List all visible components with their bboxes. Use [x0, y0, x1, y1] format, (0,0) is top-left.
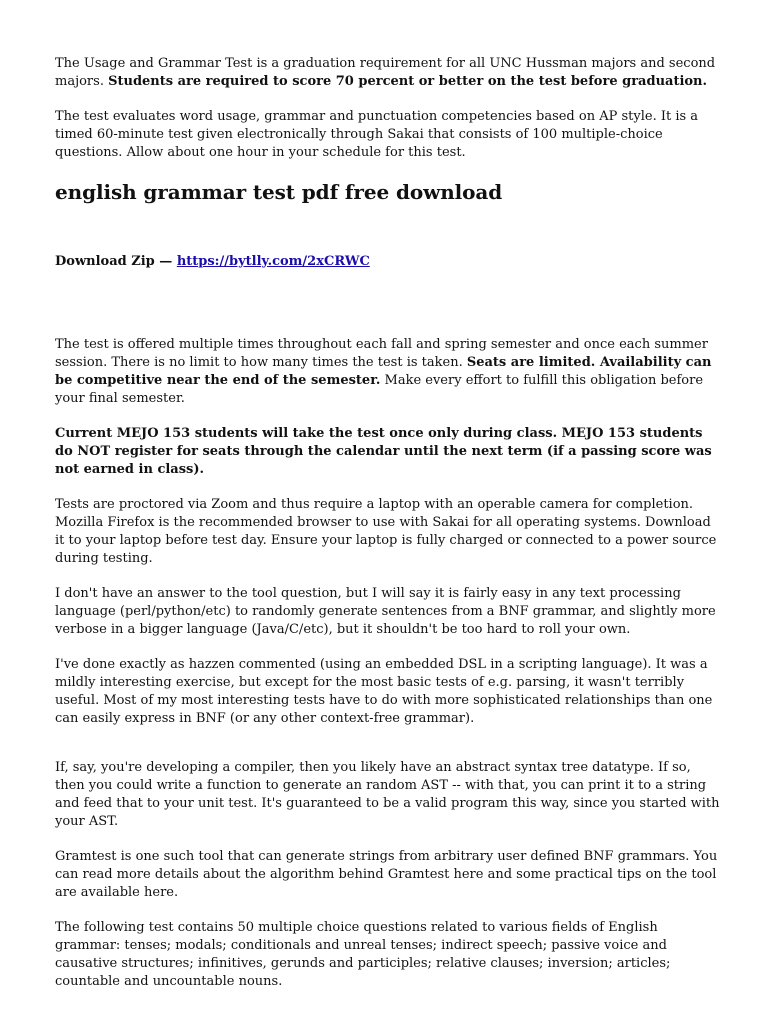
body-paragraph-4 — [55, 425, 720, 479]
page-title: english grammar test pdf free download — [55, 180, 503, 204]
download-label: Download Zip — — [55, 254, 177, 269]
p3-plain-1: The test is offered multiple times throughout each fall and spring semester and once each summer session. There is no limit to how many times the test is taken. — [55, 337, 708, 370]
intro-bold-text: Students are required to score 70 percent or better on the test before graduation. — [108, 74, 708, 89]
body-paragraph-9: Gramtest is one such tool that can generate strings from arbitrary user defined BNF grammars. You can read more details about the algorithm behind Gramtest here and some practical tips on the tool are available here. — [55, 849, 718, 900]
p3-plain-2: Make every effort to fulfill this obligation before your final semester. — [55, 373, 704, 406]
body-paragraph-6: I don't have an answer to the tool question, but I will say it is fairly easy in any text processing language (perl/python/etc) to randomly generate sentences from a BNF grammar, and slightly more verbose in a bigger language (Java/C/etc), but it shouldn't be too hard to roll your own. — [55, 586, 716, 637]
download-link[interactable]: https://bytlly.com/2xCRWC — [176, 254, 370, 269]
body-paragraph-7: I've done exactly as hazzen commented (using an embedded DSL in a scripting language). It was a mildly interesting exercise, but except for the most basic tests of e.g. parsing, it wasn't terribly useful. Most of my most interesting tests have to do with more sophisticated relationships than one can easily express in BNF (or any other context-free grammar). — [55, 657, 713, 726]
download-line — [55, 253, 720, 271]
intro-plain-text: The Usage and Grammar Test is a graduation requirement for all UNC Hussman majors and second majors. — [55, 56, 716, 89]
p3-bold: Seats are limited. Availability can be competitive near the end of the semester. — [55, 355, 712, 388]
body-paragraph-8: If, say, you're developing a compiler, then you likely have an abstract syntax tree datatype. If so, then you could write a function to generate an random AST -- with that, you can print it to a string and feed that to your unit test. It's guaranteed to be a valid program this way, since you started with your AST. — [55, 760, 720, 829]
body-paragraph-5: Tests are proctored via Zoom and thus require a laptop with an operable camera for completion. Mozilla Firefox is the recommended browser to use with Sakai for all operating systems. Download it to your laptop before test day. Ensure your laptop is fully charged or connected to a power source during testing. — [55, 497, 717, 566]
p4-bold: Current MEJO 153 students will take the test once only during class. MEJO 153 students do NOT register for seats through the calendar until the next term (if a passing score was not earned in class). — [55, 426, 712, 477]
body-paragraph-10: The following test contains 50 multiple choice questions related to various fields of English grammar: tenses; modals; conditionals and unreal tenses; indirect speech; passive voice and causative structures; infinitives, gerunds and participles; relative clauses; inversion; articles; countable and uncountable nouns. — [55, 920, 671, 989]
intro-paragraph-2: The test evaluates word usage, grammar and punctuation competencies based on AP style. It is a timed 60-minute test given electronically through Sakai that consists of 100 multiple-choice questions. Allow about one hour in your schedule for this test. — [55, 109, 699, 160]
intro-paragraph-1 — [55, 55, 720, 91]
body-paragraph-3 — [55, 336, 720, 408]
document-page — [55, 55, 720, 1008]
